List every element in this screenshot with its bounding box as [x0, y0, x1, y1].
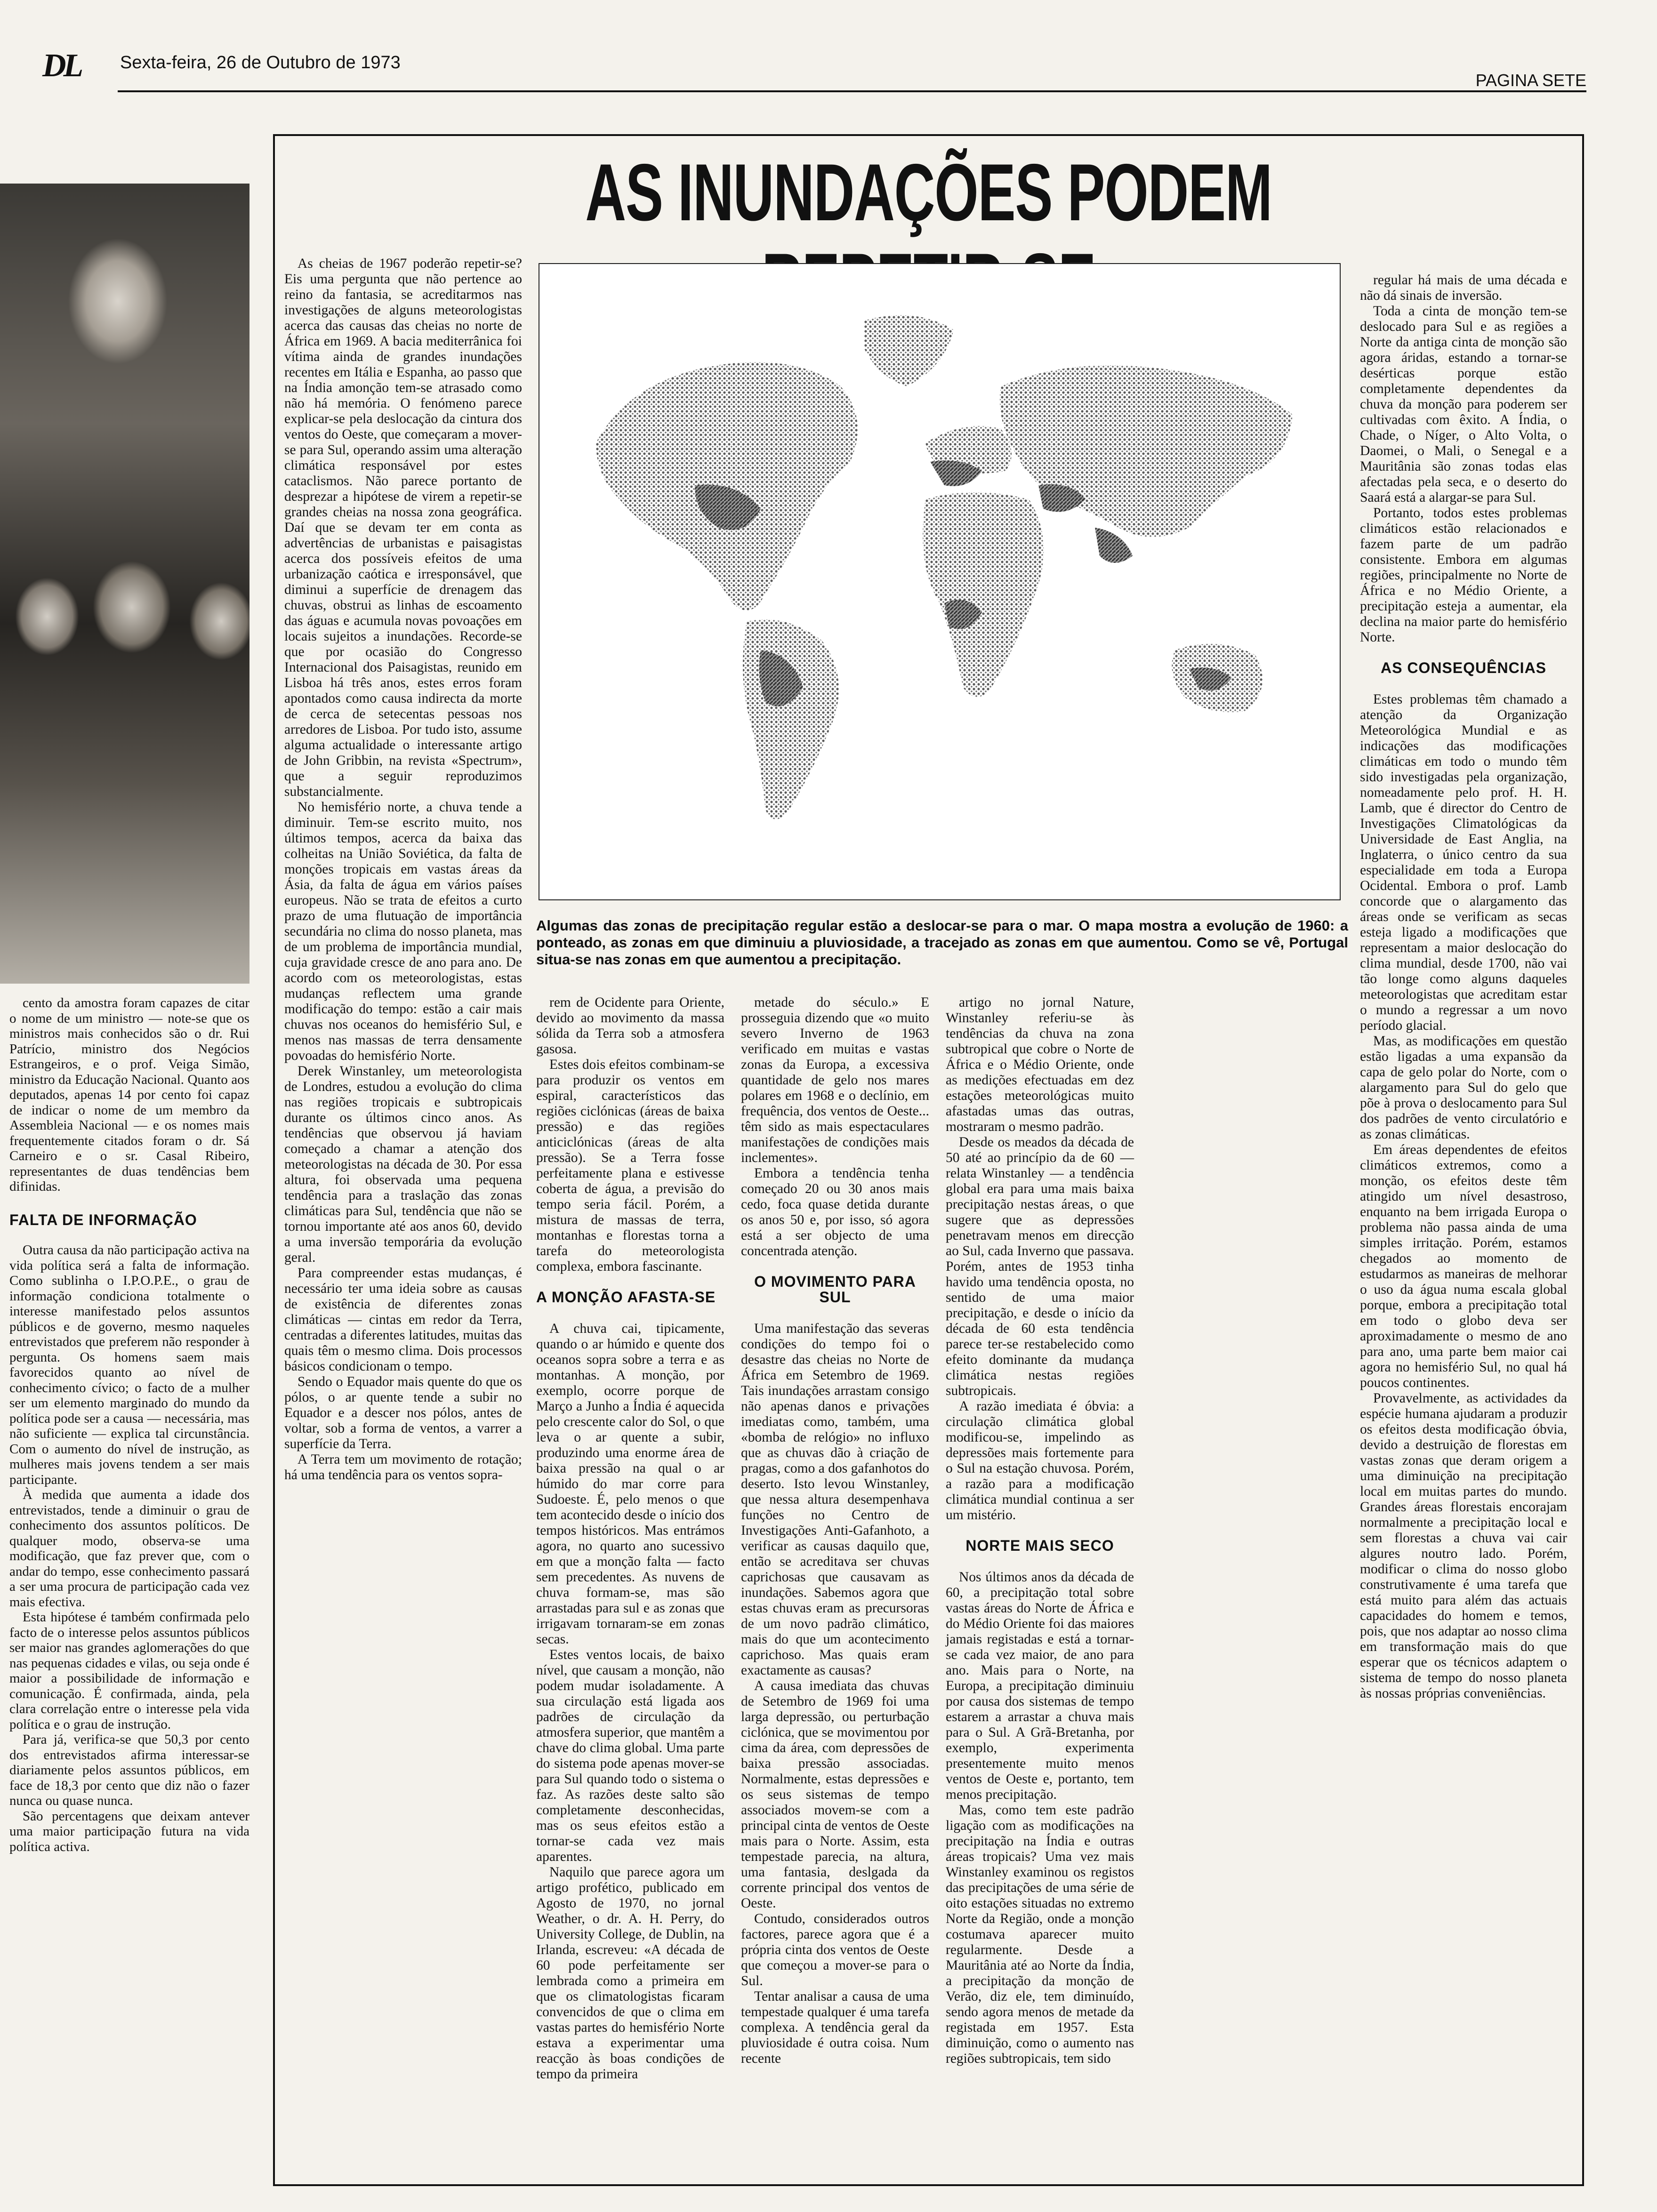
- paragraph: Mas, as modificações em questão estão ligadas a uma expansão da capa de gelo polar do Norte, com o alargamento para Sul do gelo que põe à prova o deslocamento para Sul dos padrões de vento circulatório e as zonas climáticas.: [1360, 1034, 1567, 1142]
- paragraph: Outra causa da não participação activa na vida política será a falta de informação. Como sublinha o I.P.O.P.E., o grau de informação condiciona totalmente o interesse manifestado pelos assuntos públicos e de governo, mesmo naqueles entrevistados que preferem não responder à pergunta. Os homens saem mais favorecidos quanto ao nível de conhecimento cívico; o facto de a mulher ser um elemento marginado do mundo da política pode ser a causa — necessária, mas não suficiente — explica tal circunstância. Com o aumento do nível de instrução, as mulheres mais jovens tendem a ser mais participante.: [9, 1242, 249, 1487]
- main-article-box: [273, 134, 1584, 2186]
- paragraph: A chuva cai, tipicamente, quando o ar húmido e quente dos oceanos sopra sobre a terra e as montanhas. A monção, por exemplo, ocorre porque de Março a Junho a Índia é aquecida pelo crescente calor do Sol, o que leva o ar quente a subir, produzindo uma enorme área de baixa pressão na qual o ar húmido do mar corre para Sudoeste. É, pelo menos o que tem acontecido desde o início dos tempos históricos. Mas entrámos agora, no quarto ano sucessivo em que a monção falta — facto sem precedentes. As nuvens de chuva formam-se, mas são arrastadas para sul e as zonas que irrigavam tornaram-se em zonas secas.: [536, 1321, 724, 1647]
- paragraph: Sendo o Equador mais quente do que os pólos, o ar quente tende a subir no Equador e a descer nos pólos, antes de voltar, sob a forma de ventos, a varrer a superfície da Terra.: [284, 1374, 522, 1451]
- section-heading: FALTA DE INFORMAÇÃO: [9, 1211, 197, 1228]
- page-header: [42, 47, 1586, 90]
- paragraph: cento da amostra foram capazes de citar o nome de um ministro — note-se que os ministros mais conhecidos são o dr. Rui Patrício, ministro dos Negócios Estrangeiros, e o prof. Veiga Simão, ministro da Educação Nacional. Quanto aos deputados, apenas 14 por cento foi capaz de indicar o nome de um membro da Assembleia Nacional — e os nomes mais frequentemente citados foram o dr. Sá Carneiro e o sr. Casal Ribeiro, representantes de duas tendências bem difinidas.: [9, 995, 249, 1194]
- article-column-1: [284, 256, 522, 1483]
- paragraph: Uma manifestação das severas condições do tempo foi o desastre das cheias no Norte de África em Setembro de 1969. Tais inundações arrastam consigo não apenas danos e privações imediatas como, também, uma «bomba de relógio» no influxo que as chuvas dão à criação de pragas, como a dos gafanhotos do deserto. Isto levou Winstanley, que nessa altura desempenhava funções no Centro de Investigações Anti-Gafanhoto, a verificar as causas daquilo que, então se acreditava ser chuvas caprichosas que causavam as inundações. Sabemos agora que estas chuvas eram as precursoras de um novo padrão climático, mais do que um acontecimento caprichoso. Mas quais eram exactamente as causas?: [741, 1321, 929, 1678]
- paragraph: Provavelmente, as actividades da espécie humana ajudaram a produzir os efeitos desta modificação óbvia, devido a destruição de florestas em vastas zonas que deram origem a uma diminuição na precipitação local em muitas partes do mundo. Grandes áreas florestais encorajam normalmente a precipitação local e sem florestas a chuva vai cair algures noutro lado. Porém, modificar o clima do nosso globo construtivamente é uma tarefa que está muito para além das actuais capacidades do homem e temos, pois, que nos adaptar ao nosso clima em transformação mais do que esperar que os técnicos adaptem o sistema de tempo do nosso planeta às nossas próprias conveniências.: [1360, 1391, 1567, 1701]
- headline: AS INUNDAÇÕES PODEM: [585, 147, 1272, 238]
- paragraph: Estes problemas têm chamado a atenção da Organização Meteorológica Mundial e as indicações das modificações climáticas em todo o mundo têm sido investigadas pela organização, nomeadamente pelo prof. H. H. Lamb, que é director do Centro de Investigações Climatológicas da Universidade de East Anglia, na Inglaterra, o único centro da sua especialidade em toda a Europa Ocidental. Embora o prof. Lamb concorde que o alargamento das áreas onde se verificam as secas esteja ligado a modificações que representam a maior deslocação do clima mundial, desde 1700, não vai tão longe como alguns daqueles meteorologistas que acreditam estar o mundo a regressar a um novo período glacial.: [1360, 692, 1567, 1033]
- section-heading: AS CONSEQUÊNCIAS: [1380, 659, 1547, 676]
- paragraph: Estes ventos locais, de baixo nível, que causam a monção, não podem mudar isoladamente. A sua circulação está ligada aos padrões de circulação da atmosfera superior, que mantêm a chave do clima global. Uma parte do sistema pode apenas mover-se para Sul quando todo o sistema o faz. As razões deste salto são completamente desconhecidas, mas os seus efeitos estão a tornar-se cada vez mais aparentes.: [536, 1647, 724, 1864]
- adjacent-article: [0, 184, 264, 2184]
- section-heading: O MOVIMENTO PARA SUL: [754, 1273, 916, 1306]
- paragraph: Estes dois efeitos combinam-se para produzir os ventos em espiral, característicos das regiões ciclónicas (áreas de baixa pressão) e das regiões anticiclónicas (áreas de alta pressão). Se a Terra fosse perfeitamente plana e estivesse coberta de água, a previsão do tempo seria fácil. Porém, a mistura de massas de terra, montanhas e florestas torna a tarefa do meteorologista complexa, embora fascinante.: [536, 1057, 724, 1274]
- paragraph: A Terra tem um movimento de rotação; há uma tendência para os ventos sopra-: [284, 1452, 522, 1483]
- paragraph: As cheias de 1967 poderão repetir-se? Eis uma pergunta que não pertence ao reino da fantasia, se acreditarmos nas investigações de alguns meteorologistas acerca das causas das cheias no norte de África em 1969. A bacia mediterrânica foi vítima ainda de grandes inundações recentes em Itália e Espanha, ao passo que na Índia amonção tem-se atrasado como não há memória. O fenómeno parece explicar-se pela deslocação da cintura dos ventos do Oeste, que começaram a mover-se para Sul, operando assim uma alteração climática responsável por estes cataclismos. Não parece portanto de desprezar a hipótese de virem a repetir-se grandes cheias na nossa zona geográfica. Daí que se devam ter em conta as advertências de urbanistas e paisagistas acerca dos possíveis efeitos de uma urbanização caótica e irresponsável, que diminui a superfície de drenagem das chuvas, obstrui as linhas de escoamento das águas e acumula novas povoações em locais sujeitos a inundações. Recorde-se que por ocasião do Congresso Internacional dos Paisagistas, reunido em Lisboa há três anos, estes erros foram apontados como causa indirecta da morte de cerca de setecentas pessoas nos arredores de Lisboa. Por tudo isto, assume alguma actualidade o interessante artigo de John Gribbin, na revista «Spectrum», que a seguir reproduzimos substancialmente.: [284, 256, 522, 799]
- paragraph: Naquilo que parece agora um artigo profético, publicado em Agosto de 1970, no jornal Weather, o dr. A. H. Perry, do University College, de Dublin, na Irlanda, escreveu: «A década de 60 pode perfeitamente ser lembrada como a primeira em que os climatologistas ficaram convencidos de que o clima em vastas partes do hemisfério Norte estava a experimentar uma reacção às boas condições de tempo da primeira: [536, 1865, 724, 2082]
- section-heading: NORTE MAIS SECO: [965, 1537, 1114, 1554]
- paragraph: Para já, verifica-se que 50,3 por cento dos entrevistados afirma interessar-se diariamente pelos assuntos públicos, em face de 18,3 por cento que diz não o fazer nunca ou quase nunca.: [9, 1732, 249, 1808]
- paragraph: Toda a cinta de monção tem-se deslocado para Sul e as regiões a Norte da antiga cinta de monção são agora áridas, estando a tornar-se desérticas porque estão completamente dependentes da chuva da monção para poderem ser cultivadas com êxito. A Índia, o Chade, o Níger, o Alto Volta, o Daomei, o Mali, o Senegal e a Mauritânia são zonas todas elas afectadas pela seca, e o deserto do Saará está a alargar-se para Sul.: [1360, 304, 1567, 505]
- paragraph: À medida que aumenta a idade dos entrevistados, tende a diminuir o grau de conhecimento dos assuntos políticos. De qualquer modo, observa-se uma modificação, que faz prever que, com o andar do tempo, esse conhecimento passará a ser uma procura de participação cada vez mais efectiva.: [9, 1487, 249, 1610]
- header-rule: [118, 90, 1586, 92]
- paragraph: Mas, como tem este padrão ligação com as modificações na precipitação na Índia e outras áreas tropicais? Uma vez mais Winstanley examinou os registos das precipitações de uma série de oito estações situadas no extremo Norte da Região, onde a monção costumava aparecer muito regularmente. Desde a Mauritânia até ao Norte da Índia, a precipitação da monção de Verão, diz ele, tem diminuído, sendo agora menos de metade da registada em 1957. Esta diminuição, como o aumento nas regiões subtropicais, tem sido: [946, 1803, 1134, 2066]
- paragraph: A causa imediata das chuvas de Setembro de 1969 foi uma larga depressão, ou perturbação ciclónica, que se movimentou por cima da área, com depressões de baixa pressão associadas. Normalmente, estas depressões e os seus sistemas de tempo associados movem-se com a principal cinta de ventos de Oeste mais para o Norte. Assim, esta tempestade parecia, na altura, uma fantasia, deslgada da corrente principal dos ventos de Oeste.: [741, 1678, 929, 1911]
- paragraph: Embora a tendência tenha começado 20 ou 30 anos mais cedo, foca quase detida durante os anos 50 e, por isso, só agora está a ser objecto de uma concentrada atenção.: [741, 1166, 929, 1258]
- paragraph: Para compreender estas mudanças, é necessário ter uma ideia sobre as causas de existência de diferentes zonas climáticas — cintas em redor da Terra, centradas a diferentes latitudes, muitas das quais têm o mesmo clima. Dois processos básicos condicionam o tempo.: [284, 1266, 522, 1374]
- world-map: [539, 263, 1341, 900]
- article-column-4: [946, 995, 1134, 2067]
- paragraph: Desde os meados da década de 50 até ao princípio da de 60 — relata Winstanley — a tendência global era para uma mais baixa precipitação nestas áreas, o que sugere que as depressões penetravam menos em direcção ao Sul, cada Inverno que passava. Porém, antes de 1953 tinha havido uma tendência oposta, no sentido de uma maior precipitação, e desde o início da década de 60 esta tendência parece ter-se restabelecido como efeito dominante da mudança climática nestas regiões subtropicais.: [946, 1135, 1134, 1398]
- article-column-5: [1360, 272, 1567, 1701]
- adjacent-article-text: [9, 995, 249, 1854]
- paragraph: regular há mais de uma década e não dá sinais de inversão.: [1360, 272, 1567, 303]
- paragraph: artigo no jornal Nature, Winstanley referiu-se às tendências da chuva na zona subtropical que cobre o Norte de África e o Médio Oriente, onde as medições efectuadas em dez estações meteorológicas muito afastadas umas das outras, mostraram o mesmo padrão.: [946, 995, 1134, 1134]
- paragraph: Em áreas dependentes de efeitos climáticos extremos, como a monção, os efeitos deste têm atingido um nível desastroso, enquanto na bem irrigada Europa o problema não passa ainda de uma simples irritação. Porém, estamos chegados ao momento de estudarmos as maneiras de melhorar o uso da água numa escala global porque, embora a precipitação total em todo o globo deva ser aproximadamente o mesmo de ano para ano, uma parte bem maior cai agora no hemisfério Sul, no qual há poucos continentes.: [1360, 1142, 1567, 1390]
- paragraph: Esta hipótese é também confirmada pelo facto de o interesse pelos assuntos públicos ser maior nas grandes aglomerações do que nas pequenas cidades e vilas, ou seja onde é maior a possibilidade de informação e comunicação. É confirmada, ainda, pela clara correlação entre o interesse pela vida política e o grau de instrução.: [9, 1610, 249, 1732]
- paragraph: São percentagens que deixam antever uma maior participação futura na vida política activa.: [9, 1808, 249, 1854]
- paragraph: Contudo, considerados outros factores, parece agora que é a própria cinta dos ventos de Oeste que começou a mover-se para o Sul.: [741, 1911, 929, 1988]
- paragraph: Derek Winstanley, um meteorologista de Londres, estudou a evolução do clima nas regiões tropicais e subtropicais durante os últimos cinco anos. As tendências que observou já haviam começado a chamar a atenção dos meteorologistas na década de 30. Por essa altura, foi observada uma pequena tendência para a traslação das zonas climáticas para Sul, tendência que não se tornou importante até aos anos 60, devido a uma inversão temporária da evolução geral.: [284, 1064, 522, 1265]
- article-column-3: [741, 995, 929, 2067]
- paragraph: metade do século.» E prosseguia dizendo que «o muito severo Inverno de 1963 verificado em muitas e vastas zonas da Europa, a excessiva quantidade de gelo nos mares polares em 1968 e o declínio, em frequência, dos ventos de Oeste... têm sido as mais espectaculares manifestações de condições mais inclementes».: [741, 995, 929, 1165]
- paragraph: No hemisfério norte, a chuva tende a diminuir. Tem-se escrito muito, nos últimos tempos, acerca da baixa das colheitas na União Soviética, da falta de monções tropicais em vastas áreas da Ásia, da falta de água em vários países europeus. Não se trata de efeitos a curto prazo de uma flutuação de importância secundária no clima do nosso planeta, mas de um problema de importância mundial, cuja gravidade cresce de ano para ano. De acordo com os meteorologistas, estas mudanças reflectem uma grande modificação do tempo: estão a cair mais chuvas nos oceanos do hemisfério Sul, e menos nas massas de terra densamente povoadas do hemisfério Norte.: [284, 800, 522, 1063]
- issue-date: Sexta-feira, 26 de Outubro de 1973: [120, 53, 401, 72]
- page-number: PAGINA SETE: [1475, 71, 1586, 90]
- paragraph: A razão imediata é óbvia: a circulação climática global modificou-se, impelindo as depressões mais fortemente para o Sul na estação chuvosa. Porém, a razão para a modificação climática mundial continua a ser um mistério.: [946, 1399, 1134, 1523]
- section-heading: A MONÇÃO AFASTA-SE: [536, 1289, 716, 1306]
- news-photo: [0, 184, 249, 984]
- article-column-2: [536, 995, 724, 2082]
- map-caption: Algumas das zonas de precipitação regular estão a deslocar-se para o mar. O mapa mostra a evolução de 1960: a ponteado, as zonas em que diminuiu a pluviosidade, a tracejado as zonas em que aumentou. Como se vê, Portugal situa-se nas zonas em que aumentou a precipitação.: [536, 917, 1348, 968]
- newspaper-logo: DL: [42, 48, 81, 84]
- paragraph: Portanto, todos estes problemas climáticos estão relacionados e fazem parte de um padrão consistente. Embora em algumas regiões, principalmente no Norte de África e no Médio Oriente, a precipitação esteja a aumentar, ela declina na maior parte do hemisfério Norte.: [1360, 505, 1567, 645]
- paragraph: rem de Ocidente para Oriente, devido ao movimento da massa sólida da Terra sob a atmosfera gasosa.: [536, 995, 724, 1057]
- paragraph: Nos últimos anos da década de 60, a precipitação total sobre vastas áreas do Norte de África e do Médio Oriente foi das maiores jamais registadas e está a tornar-se cada vez maior, de ano para ano. Mais para o Norte, na Europa, a precipitação diminuiu por causa dos sistemas de tempo estarem a arrastar a chuva mais para o Sul. A Grã-Bretanha, por exemplo, experimenta presentemente muito menos ventos de Oeste e, portanto, tem menos precipitação.: [946, 1570, 1134, 1802]
- paragraph: Tentar analisar a causa de uma tempestade qualquer é uma tarefa complexa. A tendência geral da pluviosidade é outra coisa. Num recente: [741, 1989, 929, 2066]
